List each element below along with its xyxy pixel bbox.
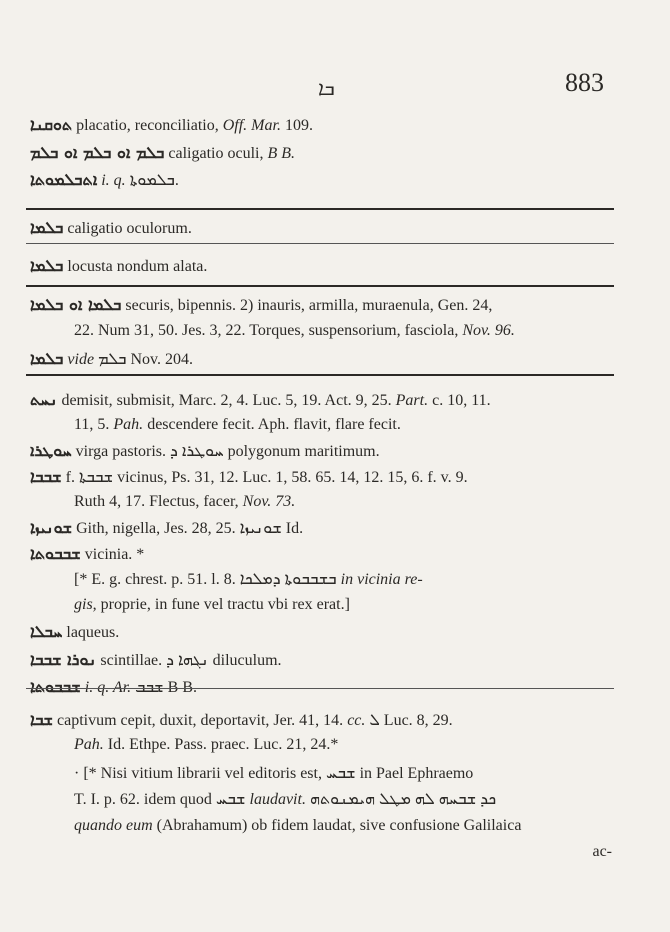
entry-text: [* E. g. chrest. p. 51. l. 8. ܒܫܒܒܘܬܐ ܕܡܠܟܐ: [74, 571, 341, 588]
entry-line: [30, 544, 144, 564]
entry-text: locusta nondum alata.: [63, 258, 208, 275]
entry-text: 11, 5.: [74, 416, 114, 433]
entry-italic: gis,: [74, 596, 97, 613]
entry-line: [74, 791, 496, 809]
entry-italic: quando eum: [74, 817, 153, 834]
entry-italic: i. q.: [101, 172, 126, 189]
entry-tail: descendere fecit. Aph. flavit, flare fecit.: [143, 416, 401, 433]
entry-text: · [* Nisi vitium librarii vel editoris est, ܫܒܚ in Pael Ephraemo: [74, 765, 474, 782]
entry-line: [30, 295, 492, 315]
entry-text: Gith, nigella, Jes. 28, 25. ܫܘܢܝܙܐ Id.: [72, 520, 304, 537]
entry-tail: ܟܕ ܫܒܚܗ ܠܗ ܡܛܠ ܗܝܡܢܘܬܗ: [305, 791, 497, 808]
entry-text: securis, bipennis. 2) inauris, armilla, muraenula, Gen. 24,: [121, 297, 493, 314]
syriac-headword: ܫܒܐ: [30, 710, 54, 729]
entry-italic: Pah.: [74, 736, 104, 753]
entry-line: [30, 710, 453, 730]
entry-tail: c. 10, 11.: [428, 392, 491, 409]
entry-tail: proprie, in fune vel tractu vbi rex erat.]: [96, 596, 350, 613]
entry-italic: laudavit.: [249, 791, 306, 808]
syriac-headword: ܐܬܒܠܡܘܬܐ: [30, 170, 98, 189]
entry-tail: ܒܠܡܘܬܐ.: [125, 172, 179, 189]
entry-text: Ruth 4, 17. Flectus, facer,: [74, 493, 243, 510]
entry-text: placatio, reconciliatio,: [72, 117, 223, 134]
entry-line: [30, 349, 193, 369]
running-head: ܒܐ: [318, 76, 335, 100]
entry-text: captivum cepit, duxit, deportavit, Jer. 41, 14.: [53, 712, 348, 729]
entry-line: [74, 765, 473, 783]
entry-tail: ac-: [592, 843, 612, 860]
entry-text: f. ܫܒܒܬܐ vicinus, Ps. 31, 12. Luc. 1, 58. 65. 14, 12. 15, 6. f. v. 9.: [61, 469, 468, 486]
entry-text: caligatio oculi,: [164, 145, 268, 162]
entry-line: [74, 322, 515, 340]
syriac-headword: ܚܘܛܪܐ: [30, 441, 72, 460]
entry-text: laqueus.: [62, 624, 120, 641]
entry-tail: 109.: [280, 117, 313, 134]
syriac-headword: ܢܘܪܐ ܫܒܒܐ: [30, 650, 97, 669]
entry-tail: (Abrahamum) ob fidem laudat, sive confusione Galilaica: [152, 817, 522, 834]
page-number: 883: [565, 68, 604, 97]
entry-line: [30, 622, 119, 642]
entry-line: [592, 843, 612, 861]
entry-line: [30, 218, 192, 238]
entry-line: [30, 390, 491, 410]
syriac-headword: ܒܠܡܐ: [30, 218, 64, 237]
entry-italic: Off. Mar.: [222, 117, 281, 134]
syriac-headword: ܢܚܬ: [30, 390, 58, 409]
syriac-headword: ܫܒܒܘܬܐ: [30, 544, 81, 563]
entry-line: [30, 518, 303, 538]
entry-text: vicinia. *: [80, 546, 145, 563]
entry-italic: vide: [67, 351, 95, 368]
entry-italic: B B.: [267, 145, 296, 162]
entry-line: [74, 817, 521, 835]
entry-italic: Nov. 96.: [462, 322, 515, 339]
entry-text: scintillae. ܢܓܗܐ ܕ diluculum.: [96, 652, 282, 669]
section-rule: [26, 285, 614, 287]
entry-italic: Pah.: [113, 416, 144, 433]
section-rule: [26, 243, 614, 244]
entry-italic: Nov. 73.: [242, 493, 296, 510]
entry-text: T. I. p. 62. idem quod ܫܒܚ: [74, 791, 250, 808]
entry-text: caligatio oculorum.: [63, 220, 192, 237]
entry-text: 22. Num 31, 50. Jes. 3, 22. Torques, suspensorium, fasciola,: [74, 322, 463, 339]
entry-line: [30, 143, 295, 163]
entry-tail: ܒܠܡ Nov. 204.: [94, 351, 193, 368]
entry-text: demisit, submisit, Marc. 2, 4. Luc. 5, 19. Act. 9, 25.: [57, 392, 396, 409]
entry-line: [74, 416, 401, 434]
entry-line: [74, 493, 295, 511]
entry-line: [30, 256, 207, 276]
entry-italic: i. q. Ar.: [84, 679, 132, 696]
entry-line: [30, 441, 380, 461]
entry-line: [30, 115, 313, 135]
syriac-headword: ܫܒܒܐ: [30, 467, 62, 486]
syriac-headword: ܒܠܡܐ: [30, 349, 64, 368]
entry-tail: Id. Ethpe. Pass. praec. Luc. 21, 24.*: [103, 736, 339, 753]
syriac-headword: ܒܠܡܐ: [30, 256, 64, 275]
section-rule: [26, 374, 614, 376]
entry-tail: ܠ Luc. 8, 29.: [365, 712, 453, 729]
entry-line: [30, 677, 197, 697]
entry-italic: in vicinia re-: [340, 571, 423, 588]
entry-line: [74, 736, 338, 754]
entry-italic: Part.: [395, 392, 429, 409]
entry-text: virga pastoris. ܚܘܛܪܐ ܕ polygonum maritimum.: [71, 443, 380, 460]
syriac-headword: ܬܘܩܢܐ: [30, 115, 73, 134]
entry-italic: cc.: [347, 712, 366, 729]
page-header: [0, 62, 670, 102]
section-rule: [26, 208, 614, 210]
entry-line: [74, 571, 423, 589]
entry-line: [30, 170, 179, 190]
entry-line: [74, 596, 350, 614]
syriac-headword: ܫܒܒܘܬܐ: [30, 677, 81, 696]
syriac-headword: ܒܠܡ ܐܘ ܒܠܡ ܐܘ ܒܠܡ: [30, 143, 165, 162]
entry-line: [30, 650, 282, 670]
entry-line: [30, 467, 468, 487]
syriac-headword: ܒܠܡܐ ܐܘ ܒܠܡܐ: [30, 295, 122, 314]
syriac-headword: ܫܘܢܝܙܐ: [30, 518, 73, 537]
section-rule: [26, 688, 614, 689]
syriac-headword: ܚܒܠܐ: [30, 622, 63, 641]
entry-tail: ܫܒܒ B B.: [131, 679, 197, 696]
